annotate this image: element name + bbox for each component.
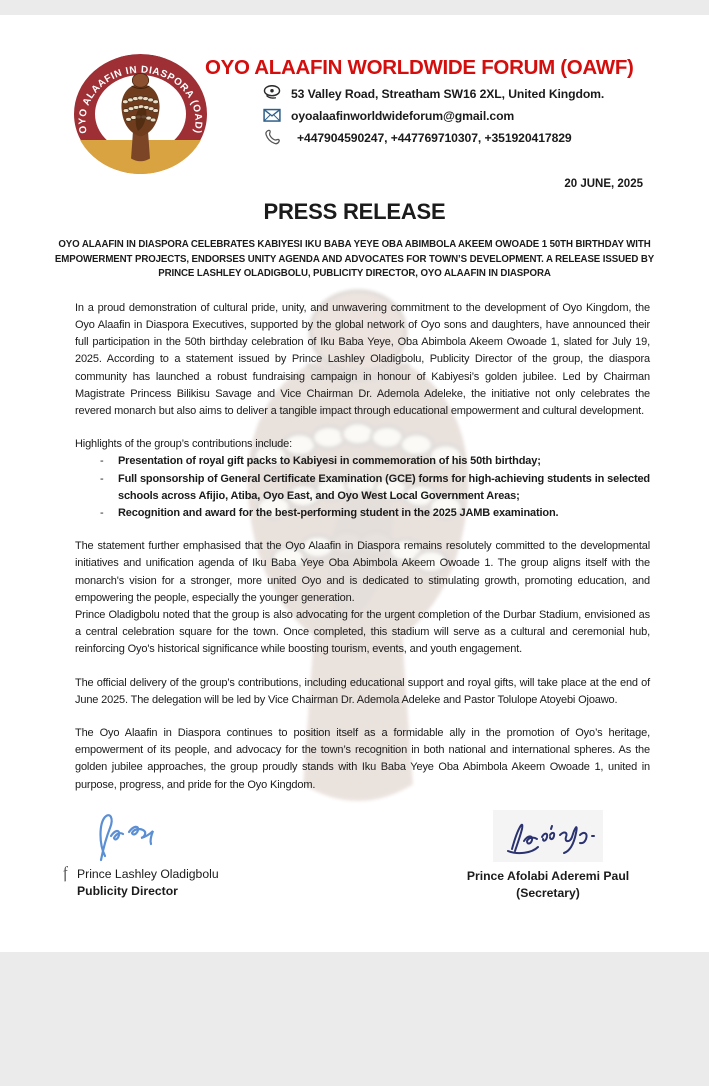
signatory-name: Prince Lashley Oladigbolu <box>77 866 219 881</box>
release-subtitle: OYO ALAAFIN IN DIASPORA CELEBRATES KABIYESI IKU BABA YEYE OBA ABIMBOLA AKEEM OWOADE 1 50TH BIRTHDAY WITH EMPOWERMENT PROJECTS, ENDORSES UNITY AGENDA AND ADVOCATES FOR TOWN’S DEVELOPMENT. A RELEASE ISSUED BY PRINCE LASHLEY OLADIGBOLU, PUBLICITY DIRECTOR, OYO ALAAFIN IN DIASPORA <box>54 239 655 280</box>
envelope-icon <box>262 106 282 125</box>
list-dash: - <box>100 507 104 520</box>
page-title: PRESS RELEASE <box>263 199 446 224</box>
highlights-intro: Highlights of the group’s contributions include: <box>75 438 293 451</box>
pen-mark: f <box>61 864 69 882</box>
list-dash: - <box>100 455 104 468</box>
location-pin-icon <box>262 84 282 103</box>
address-row <box>262 84 634 103</box>
paragraph-1: In a proud demonstration of cultural pride, unity, and unwavering commitment to the development of Oyo Kingdom, the Oyo Alaafin in Diaspora Executives, supported by the global network of Oyo sons and daughters, have announced their full participation in the 50th birthday celebration of Iku Baba Yeye, Oba Abimbola Akeem Owoade 1, slated for July 19, 2025. According to a statement issued by Prince Lashley Oladigbolu, Publicity Director of the group, the diaspora community has launched a robust fundraising campaign in honour of Kabiyesi’s golden jubilee. Led by Chairman Magistrate Princess Bilikisu Savage and Vice Chairman Dr. Ademola Adeleke, the initiative not only celebrates the revered monarch but also aims to deliver a tangible impact through educational empowerment and cultural development. <box>75 301 650 417</box>
paragraph-5: The Oyo Alaafin in Diaspora continues to position itself as a formidable ally in the promotion of Oyo’s heritage, empowerment of its people, and advocacy for the town’s recognition in both national and international spheres. As the golden jubilee approaches, the group proudly stands with Iku Baba Yeye Oba Abimbola Akeem Owoade 1, united in purpose, progress, and pride for the Oyo Kingdom. <box>75 727 650 791</box>
signatory-name-line <box>63 866 363 883</box>
list-item <box>100 505 650 522</box>
highlights-list <box>75 453 650 522</box>
letterhead-text <box>205 53 634 175</box>
org-logo <box>72 53 209 175</box>
phone-handset-icon <box>262 128 282 147</box>
signature-section <box>63 810 663 902</box>
address-text: 53 Valley Road, Streatham SW16 2XL, United Kingdom. <box>291 86 605 101</box>
signature-ink-left <box>87 810 173 864</box>
list-item-text: Full sponsorship of General Certificate Examination (GCE) forms for high-achieving students in selected schools across Afijio, Atiba, Oyo East, and Oyo West Local Government Areas; <box>118 472 650 502</box>
list-item-text: Recognition and award for the best-performing student in the 2025 JAMB examination. <box>118 507 559 520</box>
email-text: oyoalaafinworldwideforum@gmail.com <box>291 108 515 123</box>
paragraph-3: Prince Oladigbolu noted that the group is also advocating for the urgent completion of the Durbar Stadium, envisioned as a central celebration square for the town. Once completed, this stadium will serve as a cultural and ceremonial hub, reinforcing Oyo's historical significance while boosting tourism, events, and youth engagement. <box>75 609 650 656</box>
paragraph-2: The statement further emphasised that the Oyo Alaafin in Diaspora remains resolutely committed to the developmental initiatives and unification agenda of Iku Baba Yeye Oba Abimbola Akeem Owoade 1. The group aligns itself with the monarch's vision for a stronger, more united Oyo and is dedicated to stimulating growth, promoting education, and empowering the people, especially the younger generation. <box>75 540 650 604</box>
list-item <box>100 471 650 505</box>
signatory-role: Publicity Director <box>77 883 178 898</box>
press-release-document <box>0 15 709 952</box>
logo-ring-text: OYO ALAAFIN IN DIASPORA (OAD) <box>77 64 204 135</box>
signature-scan-box <box>493 810 603 862</box>
signature-ink-right <box>498 813 598 859</box>
release-body <box>75 300 650 794</box>
list-item-text: Presentation of royal gift packs to Kabiyesi in commemoration of his 50th birthday; <box>118 455 541 468</box>
list-dash: - <box>100 472 104 485</box>
paragraph-4: The official delivery of the group’s contributions, including educational support and royal gifts, will take place at the end of June 2025. The delegation will be led by Vice Chairman Dr. Ademola Adeleke and Pastor Tolulope Atoyebi Ojoawo. <box>75 676 650 706</box>
letterhead <box>0 15 709 175</box>
signatory-role: (Secretary) <box>516 885 580 900</box>
signature-right <box>433 810 663 902</box>
list-item <box>100 453 650 470</box>
date-line: 20 JUNE, 2025 <box>564 178 643 190</box>
email-row <box>262 106 634 125</box>
phones-text: +447904590247, +447769710307, +351920417829 <box>297 130 572 145</box>
org-name: OYO ALAAFIN WORLDWIDE FORUM (OAWF) <box>205 56 634 79</box>
signature-left <box>63 810 363 902</box>
signatory-name: Prince Afolabi Aderemi Paul <box>466 868 630 883</box>
phones-row <box>262 128 634 147</box>
